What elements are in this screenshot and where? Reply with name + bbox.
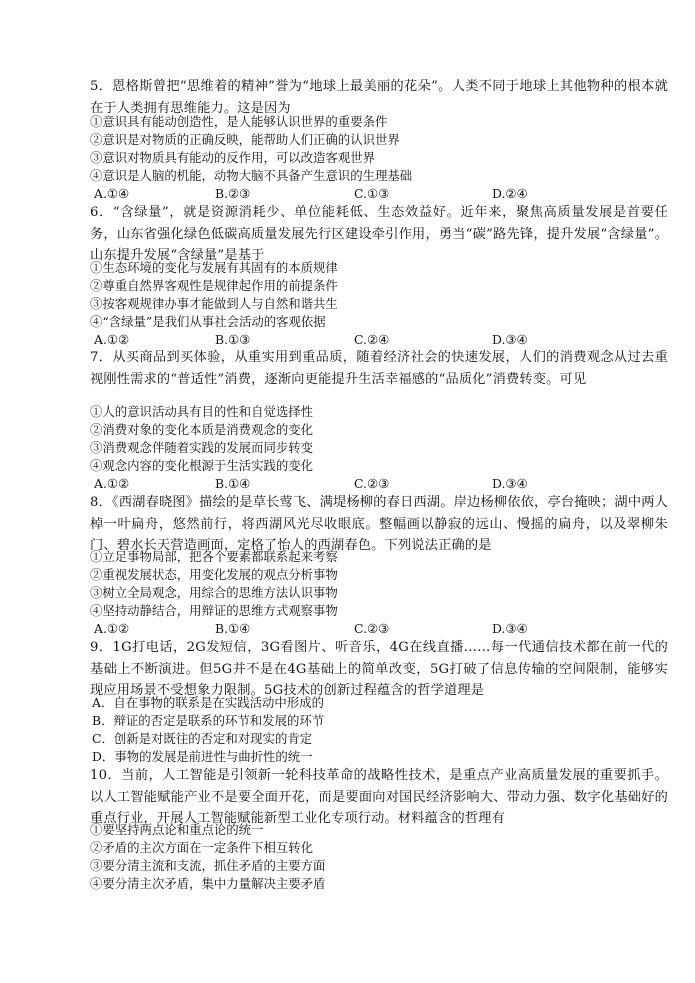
- q9-option-b: B．辩证的否定是联系的环节和发展的环节: [92, 713, 325, 728]
- q8-statement-3: ③树立全局观念，用综合的思维方法认识事物: [90, 585, 338, 600]
- q5-statement-4: ④意识是人脑的机能，动物大脑不具备产生意识的生理基础: [90, 168, 413, 183]
- q8-statement-2: ②重视发展状态，用变化发展的观点分析事物: [90, 567, 338, 582]
- q8-statement-1: ①立足事物局部，把各个要素都联系起来考察: [90, 549, 338, 564]
- q7-choice-a: A.①②: [94, 476, 130, 491]
- q7-statement-3: ③消费观念伴随着实践的发展而同步转变: [90, 440, 314, 455]
- q10-statement-3: ③要分清主流和支流，抓住矛盾的主要方面: [90, 858, 326, 873]
- question-5-stem: 5．恩格斯曾把“思维着的精神”誉为“地球上最美丽的花朵”。人类不同于地球上其他物种的根本就在于人类拥有思维能力。这是因为: [90, 79, 668, 116]
- q5-choice-c: C.①③: [354, 186, 390, 201]
- q7-statement-2: ②消费对象的变化本质是消费观念的变化: [90, 422, 314, 437]
- q9-option-d: D．事物的发展是前进性与曲折性的统一: [92, 749, 313, 764]
- question-10-stem: 10．当前，人工智能是引领新一轮科技革命的战略性技术，是重点产业高质量发展的重要抓手。以人工智能赋能产业不是要全面开花，而是要面向对国民经济影响大、带动力强、数字化基础好的重点行业，开展人工智能赋能新型工业化专项行动。材料蕴含的哲理有: [90, 768, 668, 827]
- q5-choices: [94, 185, 654, 203]
- q8-choice-a: A.①②: [94, 621, 130, 636]
- q7-choice-d: D.③④: [492, 476, 528, 491]
- question-8-stem: 8．《西湖春晓图》描绘的是草长莺飞、满堤杨柳的春日西湖。岸边杨柳依依，亭台掩映；湖中两人棹一叶扁舟，悠然前行，将西湖风光尽收眼底。整幅画以静寂的远山、慢摇的扁舟，以及翠柳朱门、碧水长天营造画面，定格了怡人的西湖春色。下列说法正确的是: [90, 495, 668, 554]
- q10-statement-2: ②矛盾的主次方面在一定条件下相互转化: [90, 840, 314, 855]
- q6-choice-d: D.③④: [492, 332, 528, 347]
- q5-statement-2: ②意识是对物质的正确反映，能帮助人们正确的认识世界: [90, 132, 400, 147]
- question-7-stem: 7．从买商品到买体验，从重实用到重品质，随着经济社会的快速发展，人们的消费观念从过去重视刚性需求的“普适性”消费，逐渐向更能提升生活幸福感的“品质化”消费转变。可见: [90, 350, 668, 387]
- q7-choices: [94, 475, 654, 493]
- q10-statement-1: ①要坚持两点论和重点论的统一: [90, 822, 264, 837]
- q5-choice-d: D.②④: [492, 186, 528, 201]
- q6-statement-4: ④“含绿量”是我们从事社会活动的客观依据: [90, 314, 326, 329]
- q6-choice-c: C.②④: [354, 332, 390, 347]
- q7-choice-b: B.①④: [215, 476, 251, 491]
- q8-choices: [94, 620, 654, 638]
- question-9-stem: 9．1G打电话，2G发短信，3G看图片、听音乐，4G在线直播……每一代通信技术都在前一代的基础上不断演进。但5G并不是在4G基础上的简单改变，5G打破了信息传输的空间限制，能够实现应用场景不受想象力限制。5G技术的创新过程蕴含的哲学道理是: [90, 640, 668, 699]
- q6-statement-2: ②尊重自然界客观性是规律起作用的前提条件: [90, 278, 338, 293]
- q8-choice-c: C.②③: [354, 621, 390, 636]
- q6-choice-a: A.①②: [94, 332, 130, 347]
- q10-statement-4: ④要分清主次矛盾，集中力量解决主要矛盾: [90, 876, 326, 891]
- q8-choice-d: D.③④: [492, 621, 528, 636]
- q6-statement-3: ③按客观规律办事才能做到人与自然和谐共生: [90, 296, 338, 311]
- q7-statement-4: ④观念内容的变化根源于生活实践的变化: [90, 458, 314, 473]
- question-6-stem: 6．“含绿量”，就是资源消耗少、单位能耗低、生态效益好。近年来，聚焦高质量发展是首要任务，山东省强化绿色低碳高质量发展先行区建设牵引作用，勇当“碳”路先锋，提升发展“含绿量”。山东提升发展“含绿量”是基于: [90, 205, 668, 264]
- q5-statement-3: ③意识对物质具有能动的反作用，可以改造客观世界: [90, 150, 375, 165]
- q7-choice-c: C.②③: [354, 476, 390, 491]
- q9-option-a: A．自在事物的联系是在实践活动中形成的: [92, 695, 324, 710]
- q8-statement-4: ④坚持动静结合，用辩证的思维方式观察事物: [90, 603, 338, 618]
- q5-choice-a: A.①④: [94, 186, 130, 201]
- q6-statement-1: ①生态环境的变化与发展有其固有的本质规律: [90, 260, 338, 275]
- q6-choice-b: B.①③: [215, 332, 251, 347]
- q7-statement-1: ①人的意识活动具有目的性和自觉选择性: [90, 404, 314, 419]
- q9-option-c: C．创新是对既往的否定和对现实的肯定: [92, 731, 313, 746]
- q5-statement-1: ①意识具有能动创造性，是人能够认识世界的重要条件: [90, 114, 388, 129]
- q8-choice-b: B.①④: [215, 621, 251, 636]
- q5-choice-b: B.②③: [215, 186, 251, 201]
